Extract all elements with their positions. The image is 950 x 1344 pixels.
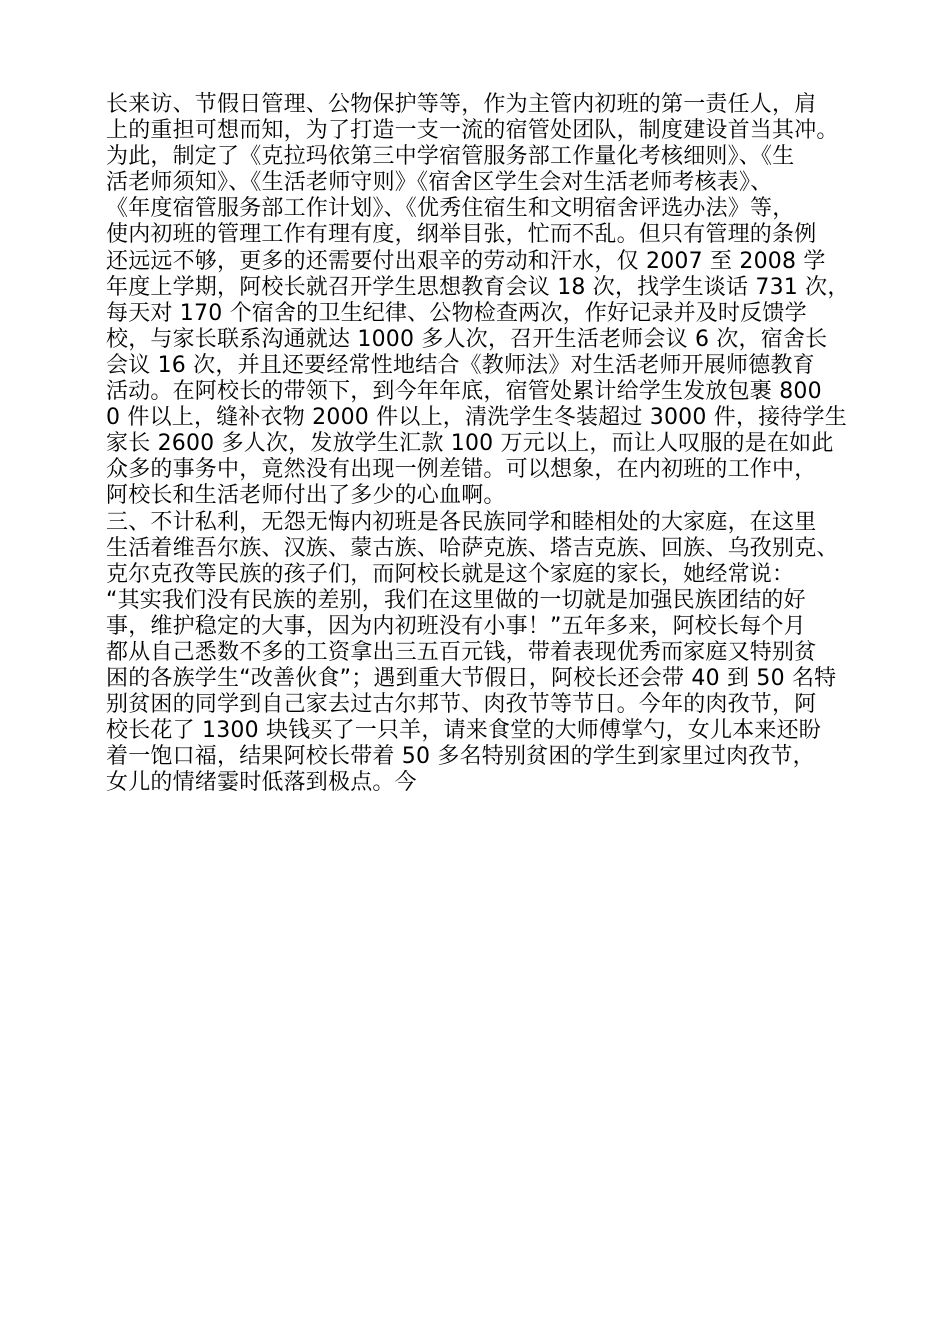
- text-line: 别贫困的同学到自己家去过古尔邦节、肉孜节等节日。今年的肉孜节，阿: [106, 692, 817, 718]
- text-line: 上的重担可想而知，为了打造一支一流的宿管处团队，制度建设首当其冲。: [106, 118, 839, 144]
- section-heading-line: 三、不计私利，无怨无悔内初班是各民族同学和睦相处的大家庭，在这里: [106, 509, 817, 535]
- text-line: 会议 16 次，并且还要经常性地结合《教师法》对生活老师开展师德教育: [106, 352, 815, 378]
- text-line: 克尔克孜等民族的孩子们，而阿校长就是这个家庭的家长，她经常说：: [106, 561, 795, 587]
- text-line: 校长花了 1300 块钱买了一只羊，请来食堂的大师傅掌勺，女儿本来还盼: [106, 718, 821, 744]
- text-line: 女儿的情绪霎时低落到极点。今: [106, 770, 417, 796]
- text-line: 年度上学期，阿校长就召开学生思想教育会议 18 次，找学生谈话 731 次，: [106, 274, 850, 300]
- text-line: 都从自己悉数不多的工资拿出三五百元钱，带着表现优秀而家庭又特别贫: [106, 639, 817, 665]
- text-line: 为此，制定了《克拉玛依第三中学宿管服务部工作量化考核细则》、《生: [106, 144, 795, 170]
- text-line: 生活着维吾尔族、汉族、蒙古族、哈萨克族、塔吉克族、回族、乌孜别克、: [106, 535, 839, 561]
- text-line: 活动。在阿校长的带领下，到今年年底，宿管处累计给学生发放包裹 800: [106, 379, 822, 405]
- text-line: 每天对 170 个宿舍的卫生纪律、公物检查两次，作好记录并及时反馈学: [106, 300, 807, 326]
- text-line: 使内初班的管理工作有理有度，纲举目张，忙而不乱。但只有管理的条例: [106, 222, 817, 248]
- text-line: 众多的事务中，竟然没有出现一例差错。可以想象，在内初班的工作中，: [106, 457, 817, 483]
- text-line: 长来访、节假日管理、公物保护等等，作为主管内初班的第一责任人，肩: [106, 92, 817, 117]
- text-line: 着一饱口福，结果阿校长带着 50 多名特别贫困的学生到家里过肉孜节，: [106, 744, 815, 770]
- body-text: [106, 92, 886, 797]
- text-line: 事，维护稳定的大事，因为内初班没有小事！”五年多来，阿校长每个月: [106, 613, 806, 639]
- text-line: 还远远不够，更多的还需要付出艰辛的劳动和汗水，仅 2007 至 2008 学: [106, 248, 826, 274]
- text-line: 困的各族学生“改善伙食”；遇到重大节假日，阿校长还会带 40 到 50 名特: [106, 666, 837, 692]
- text-line: 阿校长和生活老师付出了多少的心血啊。: [106, 483, 506, 509]
- text-line: 活老师须知》、《生活老师守则》《宿舍区学生会对生活老师考核表》、: [106, 170, 773, 196]
- text-line: 校，与家长联系沟通就达 1000 多人次，召开生活老师会议 6 次，宿舍长: [106, 326, 828, 352]
- text-line: 家长 2600 多人次，发放学生汇款 100 万元以上，而让人叹服的是在如此: [106, 431, 834, 457]
- quote-line: “其实我们没有民族的差别，我们在这里做的一切就是加强民族团结的好: [106, 587, 806, 613]
- text-line: 《年度宿管服务部工作计划》、《优秀住宿生和文明宿舍评选办法》等，: [106, 196, 795, 222]
- text-line: 0 件以上，缝补衣物 2000 件以上，清洗学生冬装超过 3000 件，接待学生: [106, 405, 847, 431]
